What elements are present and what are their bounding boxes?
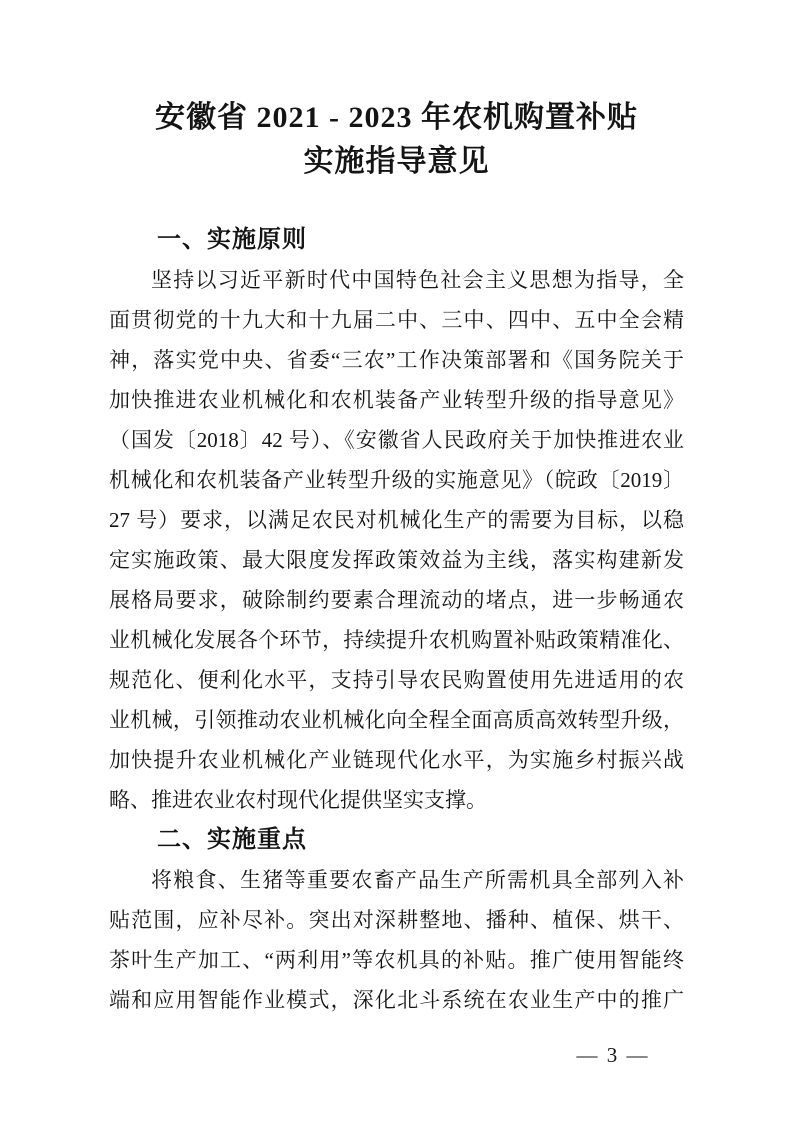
- body-line: 略、推进农业农村现代化提供坚实支撑。: [109, 788, 487, 812]
- body-line: 将粮食、生猪等重要农畜产品生产所需机具全部列入补: [151, 868, 684, 892]
- body-line: 坚持以习近平新时代中国特色社会主义思想为指导，全: [151, 268, 684, 292]
- body-line: 机械化和农机装备产业转型升级的实施意见》（皖政〔2019〕: [109, 468, 684, 492]
- title-line-1: 安徽省 2021 - 2023 年农机购置补贴: [155, 101, 638, 134]
- section-heading-2: 二、实施重点: [157, 826, 307, 853]
- body-line: 面贯彻党的十九大和十九届二中、三中、四中、五中全会精: [109, 308, 684, 332]
- body-line: 业机械，引领推动农业机械化向全程全面高质高效转型升级，: [109, 708, 684, 732]
- body-line: 加快提升农业机械化产业链现代化水平，为实施乡村振兴战: [109, 748, 684, 772]
- body-line: 定实施政策、最大限度发挥政策效益为主线，落实构建新发: [109, 548, 684, 572]
- body-line: 业机械化发展各个环节，持续提升农机购置补贴政策精准化、: [109, 628, 684, 652]
- body-line: 加快推进农业机械化和农机装备产业转型升级的指导意见》: [109, 388, 684, 412]
- body-line: 端和应用智能作业模式，深化北斗系统在农业生产中的推广: [109, 988, 684, 1012]
- body-line: 贴范围，应补尽补。突出对深耕整地、播种、植保、烘干、: [109, 908, 684, 932]
- page-number: — 3 —: [576, 1043, 650, 1067]
- section-heading-1: 一、实施原则: [157, 226, 307, 253]
- title-line-2: 实施指导意见: [303, 145, 490, 178]
- body-line: 27 号）要求，以满足农民对机械化生产的需要为目标，以稳: [109, 508, 684, 532]
- body-line: 神，落实党中央、省委“三农”工作决策部署和《国务院关于: [109, 348, 684, 372]
- body-line: 展格局要求，破除制约要素合理流动的堵点，进一步畅通农: [109, 588, 684, 612]
- document-title: [109, 96, 684, 184]
- body-line: 茶叶生产加工、“两利用”等农机具的补贴。推广使用智能终: [109, 948, 684, 972]
- document-content: [109, 96, 684, 1020]
- body-line: 规范化、便利化水平，支持引导农民购置使用先进适用的农: [109, 668, 684, 692]
- body-line: （国发〔2018〕42 号）、《安徽省人民政府关于加快推进农业: [109, 428, 684, 452]
